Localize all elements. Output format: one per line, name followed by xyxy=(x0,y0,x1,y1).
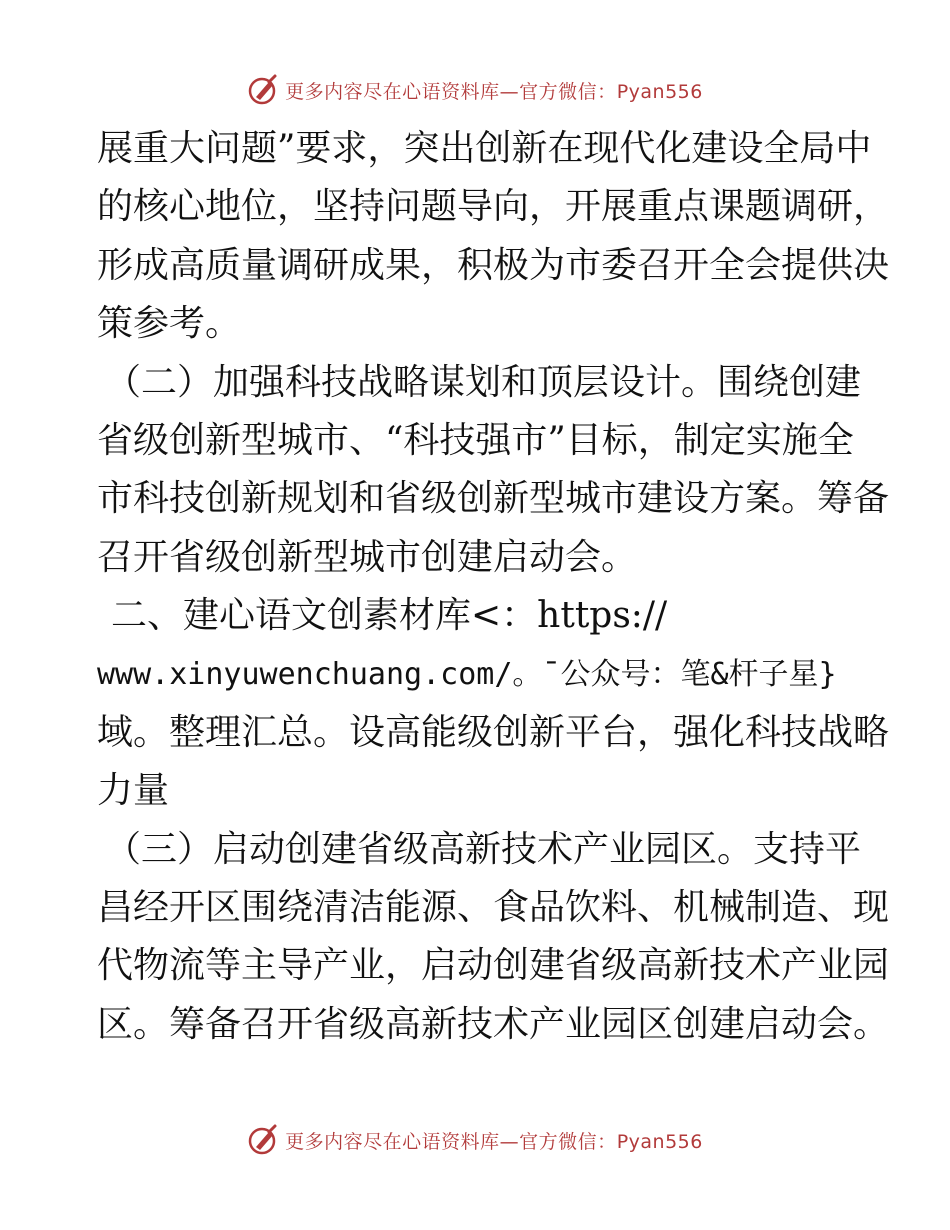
section-heading-line: 二、建心语文创素材库<：https:// xyxy=(111,595,668,637)
text-line: 域。整理汇总。设高能级创新平台，强化科技战略 xyxy=(97,711,890,753)
section-heading-line: （三）启动创建省级高新技术产业园区。支持平 xyxy=(105,828,862,870)
text-line: 展重大问题”要求，突出创新在现代化建设全局中 xyxy=(97,128,872,169)
text-line: www.xinyuwenchuang.com/。¯公众号：笔&杆子星} xyxy=(97,656,837,692)
document-body xyxy=(97,120,890,1054)
pen-logo-icon xyxy=(247,73,281,107)
text-line: 的核心地位，坚持问题导向，开展重点课题调研， xyxy=(97,186,890,228)
text-line: 市科技创新规划和省级创新型城市建设方案。筹备 xyxy=(97,478,890,520)
paragraph xyxy=(97,120,890,354)
footer-watermark xyxy=(0,1122,950,1158)
text-line: 代物流等主导产业，启动创建省级高新技术产业园 xyxy=(97,945,890,987)
section-heading-line: （二）加强科技战略谋划和顶层设计。围绕创建 xyxy=(105,361,862,403)
paragraph xyxy=(97,587,890,821)
text-line: 力量 xyxy=(97,770,170,812)
paragraph xyxy=(97,354,890,588)
text-line: 省级创新型城市、“科技强市”目标，制定实施全 xyxy=(97,419,854,461)
text-line: 区。筹备召开省级高新技术产业园区创建启动会。 xyxy=(97,1003,890,1045)
watermark-text: 更多内容尽在心语资料库—官方微信：Pyan556 xyxy=(285,1130,703,1153)
paragraph xyxy=(97,821,890,1055)
text-line: 形成高质量调研成果，积极为市委召开全会提供决 xyxy=(97,244,890,286)
pen-logo-icon xyxy=(247,1123,281,1157)
watermark-text: 更多内容尽在心语资料库—官方微信：Pyan556 xyxy=(285,80,703,103)
header-watermark xyxy=(0,72,950,108)
text-line: 召开省级创新型城市创建启动会。 xyxy=(97,536,638,578)
text-line: 昌经开区围绕清洁能源、食品饮料、机械制造、现 xyxy=(97,887,890,929)
text-line: 策参考。 xyxy=(97,303,242,345)
